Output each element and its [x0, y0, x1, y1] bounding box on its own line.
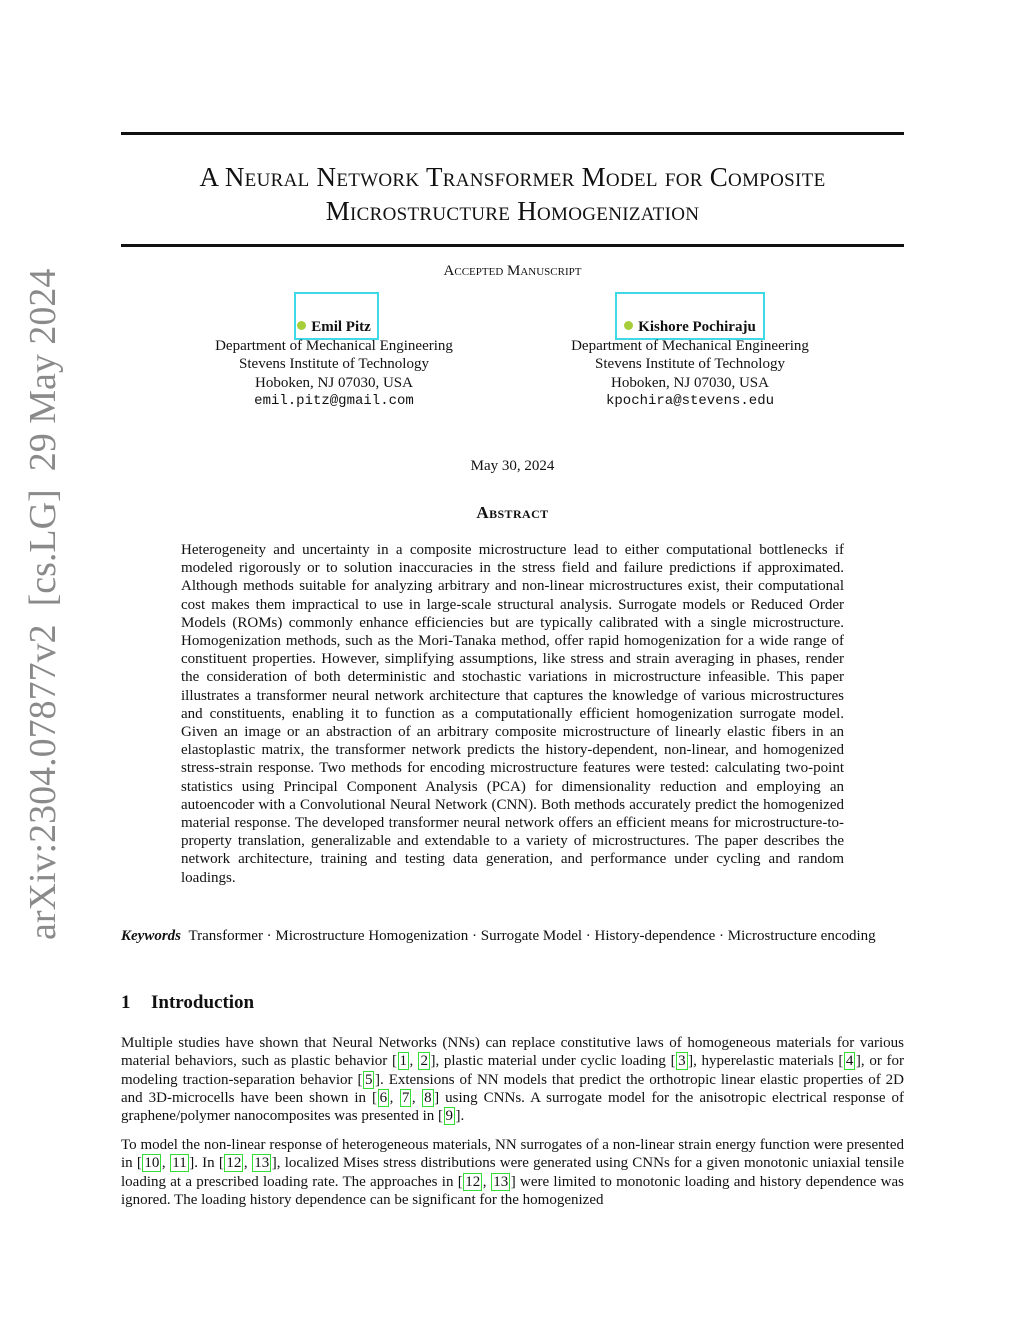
keywords-label: Keywords — [121, 928, 181, 944]
author-name[interactable]: Kishore Pochiraju — [638, 319, 756, 335]
author-block-1 — [184, 318, 484, 411]
text-run: To model the non-linear response of heterogeneous materials, NN surrogates of a non-linear strain energy function were presented in [ — [121, 1137, 904, 1172]
citation-link[interactable]: 4 — [845, 1053, 854, 1070]
citation-link[interactable]: 2 — [420, 1053, 428, 1070]
author-name[interactable]: Emil Pitz — [311, 319, 371, 335]
section-number: 1 — [121, 992, 131, 1013]
author-location: Hoboken, NJ 07030, USA — [611, 374, 769, 391]
keywords-text: Transformer · Microstructure Homogenization · Surrogate Model · History-dependence · Microstructure encoding — [188, 928, 876, 944]
orcid-icon[interactable] — [624, 321, 633, 330]
text-run: ]. Extensions of NN models that predict the orthotropic linear elastic properties of 2D and 3D-microcells have been shown in [ — [121, 1071, 904, 1106]
text-run: , — [389, 1089, 400, 1106]
section-heading — [121, 992, 254, 1014]
text-run: ], or for modeling traction-separation behavior [ — [121, 1053, 904, 1088]
citation-link[interactable]: 1 — [399, 1053, 407, 1070]
citation-link[interactable]: 13 — [254, 1155, 270, 1172]
citation-link[interactable]: 6 — [379, 1089, 388, 1106]
text-run: , — [411, 1089, 422, 1106]
abstract-heading: Abstract — [476, 503, 549, 522]
text-run: ] were limited to monotonic loading and history dependence was ignored. The loading history dependence can be significant for the homogenized — [121, 1173, 904, 1208]
author-institution: Stevens Institute of Technology — [595, 356, 785, 372]
citation-link[interactable]: 9 — [445, 1108, 453, 1125]
arxiv-category: [cs.LG] — [22, 489, 64, 607]
citation-link[interactable]: 5 — [364, 1071, 373, 1088]
section-title: Introduction — [151, 992, 255, 1013]
text-run: ]. In [ — [189, 1155, 224, 1172]
citation-link[interactable]: 7 — [401, 1089, 410, 1106]
author-email[interactable]: kpochira@stevens.edu — [605, 393, 775, 409]
text-run: ] using CNNs. A surrogate model for the anisotropic electrical response of graphene/polymer nanocomposites was presented in [ — [121, 1089, 905, 1125]
text-run: , — [482, 1173, 491, 1190]
text-run: ], hyperelastic materials [ — [688, 1053, 844, 1070]
text-run: , — [161, 1155, 170, 1172]
arxiv-date: 29 May 2024 — [22, 268, 64, 472]
author-department: Department of Mechanical Engineering — [571, 337, 809, 354]
text-run: , — [243, 1155, 252, 1172]
citation-link[interactable]: 11 — [172, 1155, 187, 1172]
top-title-rule — [121, 132, 904, 135]
intro-paragraph-2 — [121, 1136, 904, 1209]
author-location: Hoboken, NJ 07030, USA — [255, 374, 413, 391]
citation-link[interactable]: 12 — [226, 1155, 242, 1172]
keywords — [121, 927, 904, 946]
arxiv-stamp — [18, 268, 68, 940]
orcid-icon[interactable] — [297, 321, 306, 330]
title-line-2: Microstructure Homogenization — [325, 196, 700, 226]
paper-date: May 30, 2024 — [470, 458, 555, 474]
author-block-2 — [540, 318, 840, 411]
manuscript-status: Accepted Manuscript — [443, 263, 582, 279]
text-run: ]. — [455, 1108, 465, 1125]
title-line-1: A Neural Network Transformer Model for Composite — [199, 162, 826, 192]
author-department: Department of Mechanical Engineering — [215, 337, 453, 354]
text-run: Multiple studies have shown that Neural Networks (NNs) can replace constitutive laws of homogeneous materials for various material behaviors, such as plastic behavior [ — [121, 1035, 904, 1070]
arxiv-identifier: arXiv:2304.07877v2 — [22, 624, 64, 940]
citation-link[interactable]: 8 — [424, 1089, 432, 1106]
citation-link[interactable]: 12 — [465, 1173, 481, 1190]
text-run: ], plastic material under cyclic loading [ — [430, 1053, 676, 1070]
citation-link[interactable]: 13 — [493, 1173, 509, 1190]
text-run: ], localized Mises stress distributions were generated using CNNs for a given monotonic uniaxial tensile loading at a prescribed loading rate. The approaches in [ — [121, 1155, 904, 1190]
author-institution: Stevens Institute of Technology — [239, 356, 429, 372]
text-run: , — [409, 1053, 418, 1070]
paper-title — [121, 160, 904, 228]
abstract-text: Heterogeneity and uncertainty in a composite microstructure lead to either computational bottlenecks if modeled rigorously or to solution inaccuracies in the stress field and failure predictions if approximated. Although methods suitable for analyzing arbitrary and non-linear microstructures exist, their computational cost makes them impractical to use in large-scale structural analysis. Surrogate models or Reduced Order Models (ROMs) commonly enhance efficiencies but are typically calibrated with a single microstructure. Homogenization methods, such as the Mori-Tanaka method, offer rapid homogenization for a wide range of constituent properties. However, simplifying assumptions, like stress and strain averaging in phases, render the consideration of both deterministic and stochastic variations in microstructure infeasible. This paper illustrates a transformer neural network architecture that captures the knowledge of various microstructures and constituents, enabling it to function as a computationally efficient homogenization surrogate model. Given an image or an abstraction of an arbitrary composite microstructure of linearly elastic fibers in an elastoplastic matrix, the transformer network predicts the history-dependent, non-linear, and homogenized stress-strain response. Two methods for encoding microstructure features were tested: calculating two-point statistics using Principal Component Analysis (PCA) for dimensionality reduction and employing an autoencoder with a Convolutional Neural Network (CNN). Both methods accurately predict the homogenized material response. The developed transformer neural network offers an efficient means for microstructure-to-property translation, generalizable and extendable to a variety of microstructures. The paper describes the network architecture, training and testing data generation, and performance under cycling and random loadings. — [181, 542, 844, 886]
citation-link[interactable]: 3 — [678, 1053, 686, 1070]
intro-paragraph-1 — [121, 1034, 904, 1125]
bottom-title-rule — [121, 244, 904, 247]
author-email[interactable]: emil.pitz@gmail.com — [254, 393, 414, 409]
citation-link[interactable]: 10 — [144, 1155, 160, 1172]
